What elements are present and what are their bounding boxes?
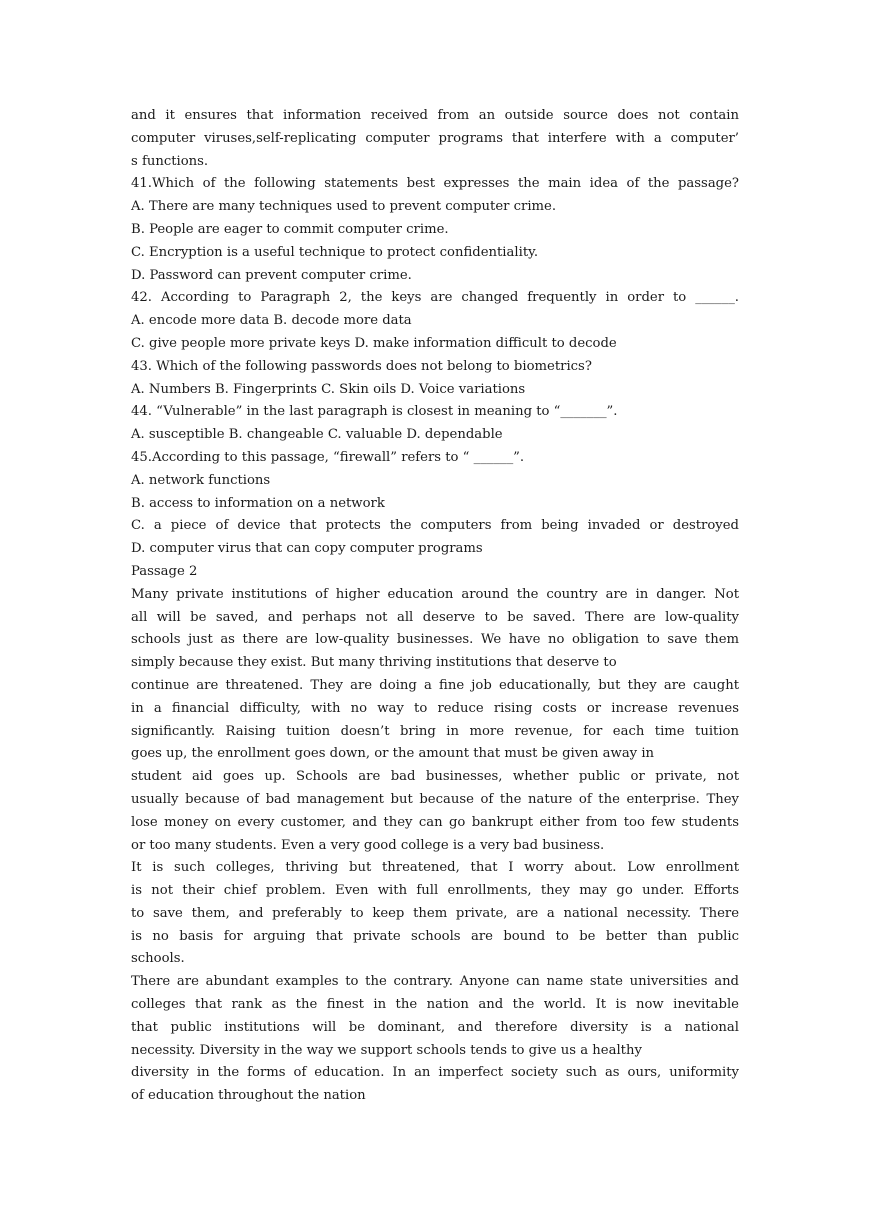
text-line: 43. Which of the following passwords does not belong to biometrics?	[131, 358, 592, 374]
text-line: schools.	[131, 951, 185, 967]
text-line: and it ensures that information received from an outside source does not contain	[131, 108, 739, 123]
text-line: A. There are many techniques used to prevent computer crime.	[131, 199, 557, 215]
text-line: of education throughout the nation	[131, 1088, 366, 1104]
text-line: D. Password can prevent computer crime.	[131, 267, 412, 283]
text-line: student aid goes up. Schools are bad businesses, whether public or private, not	[131, 769, 739, 785]
text-line: significantly. Raising tuition doesn’t bring in more revenue, for each time tuition	[131, 723, 739, 739]
text-line: C. give people more private keys D. make information difficult to decode	[131, 335, 617, 351]
text-line: Many private institutions of higher education around the country are in danger. Not	[131, 586, 739, 602]
text-line: D. computer virus that can copy computer programs	[131, 541, 483, 557]
document-page	[131, 105, 739, 1108]
text-line: is no basis for arguing that private schools are bound to be better than public	[131, 928, 739, 944]
text-line: simply because they exist. But many thriving institutions that deserve to	[131, 655, 617, 671]
text-line: that public institutions will be dominant, and therefore diversity is a national	[131, 1019, 739, 1035]
text-line: continue are threatened. They are doing a fine job educationally, but they are caught	[131, 677, 739, 693]
text-line: 44. “Vulnerable” in the last paragraph is closest in meaning to “_______”.	[131, 404, 618, 420]
text-line: all will be saved, and perhaps not all deserve to be saved. There are low-quality	[131, 609, 739, 625]
text-line: diversity in the forms of education. In an imperfect society such as ours, uniformity	[131, 1065, 739, 1081]
text-line: B. access to information on a network	[131, 495, 385, 511]
text-line: is not their chief problem. Even with full enrollments, they may go under. Efforts	[131, 883, 739, 899]
text-line: computer viruses,self-replicating computer programs that interfere with a computer’	[131, 130, 739, 146]
text-line: There are abundant examples to the contrary. Anyone can name state universities and	[131, 974, 739, 990]
text-line: colleges that rank as the finest in the nation and the world. It is now inevitable	[131, 997, 739, 1013]
text-line: or too many students. Even a very good college is a very bad business.	[131, 837, 605, 853]
text-line: C. Encryption is a useful technique to protect confidentiality.	[131, 244, 539, 260]
text-line: s functions.	[131, 153, 209, 169]
text-line: Passage 2	[131, 563, 198, 579]
text-line: 41.Which of the following statements best expresses the main idea of the passage?	[131, 176, 739, 192]
text-line: It is such colleges, thriving but threatened, that I worry about. Low enrollment	[131, 860, 739, 876]
text-line: lose money on every customer, and they can go bankrupt either from too few students	[131, 814, 739, 830]
text-line: 42. According to Paragraph 2, the keys are changed frequently in order to ______.	[131, 290, 739, 306]
text-line: necessity. Diversity in the way we support schools tends to give us a healthy	[131, 1042, 642, 1058]
text-line: goes up, the enrollment goes down, or the amount that must be given away in	[131, 746, 655, 762]
text-line: schools just as there are low-quality businesses. We have no obligation to save them	[131, 632, 739, 648]
text-line: A. Numbers B. Fingerprints C. Skin oils D. Voice variations	[131, 381, 526, 397]
text-line: A. encode more data B. decode more data	[131, 313, 412, 329]
text-line: to save them, and preferably to keep them private, are a national necessity. There	[131, 905, 739, 921]
text-line: C. a piece of device that protects the computers from being invaded or destroyed	[131, 518, 739, 534]
text-line: usually because of bad management but because of the nature of the enterprise. They	[131, 791, 739, 807]
text-line: in a financial difficulty, with no way to reduce rising costs or increase revenues	[131, 700, 739, 716]
text-line: B. People are eager to commit computer crime.	[131, 221, 449, 237]
text-line: 45.According to this passage, “firewall” refers to “ ______”.	[131, 449, 525, 465]
text-line: A. network functions	[131, 472, 271, 488]
text-line: A. susceptible B. changeable C. valuable D. dependable	[131, 427, 503, 443]
